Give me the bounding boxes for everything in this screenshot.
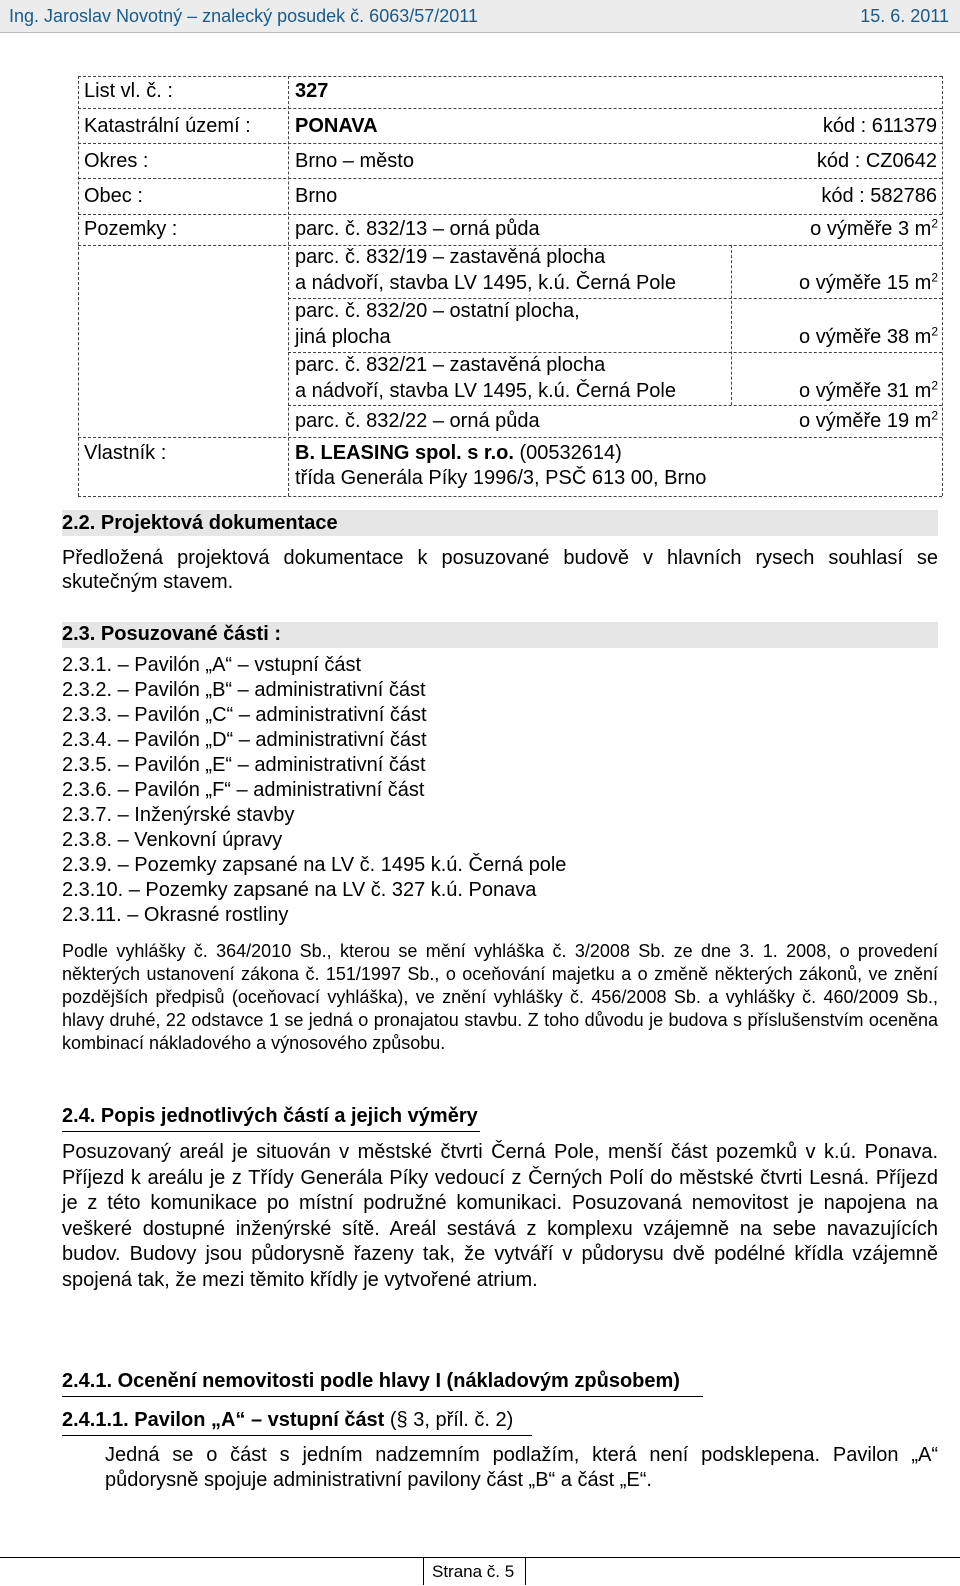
- lv-pozemky-label: Pozemky :: [84, 218, 178, 240]
- list-item: 2.3.2. – Pavilón „B“ – administrativní část: [62, 679, 426, 701]
- lv-divider: [78, 108, 942, 109]
- list-item: 2.3.6. – Pavilón „F“ – administrativní část: [62, 779, 425, 801]
- parcel-832-22: parc. č. 832/22 – orná půda: [295, 410, 540, 432]
- parcel-832-21: parc. č. 832/21 – zastavěná plocha: [295, 354, 606, 376]
- section-2-4-1-heading: 2.4.1. Ocenění nemovitosti podle hlavy I (nákladovým způsobem): [62, 1370, 680, 1392]
- section-2-4-1-1-heading: 2.4.1.1. Pavilon „A“ – vstupní část (§ 3, příl. č. 2): [62, 1409, 514, 1431]
- lv-border: [731, 245, 732, 405]
- list-item: 2.3.4. – Pavilón „D“ – administrativní část: [62, 729, 427, 751]
- parcel-area: o výměře 15 $m^2$: [799, 270, 938, 294]
- header-divider: [0, 32, 960, 33]
- list-item: 2.3.9. – Pozemky zapsané na LV č. 1495 k.ú. Černá pole: [62, 854, 567, 876]
- heading-underline: [62, 1131, 480, 1132]
- lv-divider: [78, 178, 942, 179]
- lv-okres-code: kód : CZ0642: [816, 150, 937, 172]
- lv-obec-code: kód : 582786: [821, 185, 937, 207]
- section-2-4-heading: 2.4. Popis jednotlivých částí a jejich výměry: [62, 1105, 478, 1127]
- parcel-area: o výměře 19 $m^2$: [799, 408, 938, 432]
- list-item: 2.3.8. – Venkovní úpravy: [62, 829, 283, 851]
- lv-ku-value: PONAVA: [295, 115, 378, 137]
- lv-okres-label: Okres :: [84, 150, 149, 172]
- lv-ku-code: kód : 611379: [822, 115, 937, 137]
- lv-divider: [78, 214, 942, 215]
- parcel-area: o výměře 3 $m^2$: [810, 216, 938, 240]
- lv-list-value: 327: [295, 80, 329, 102]
- parcel-832-20: parc. č. 832/20 – ostatní plocha,: [295, 300, 580, 322]
- lv-divider: [288, 352, 942, 353]
- list-item: 2.3.5. – Pavilón „E“ – administrativní část: [62, 754, 426, 776]
- parcel-832-21-line2: a nádvoří, stavba LV 1495, k.ú. Černá Pole: [295, 380, 676, 402]
- lv-border: [942, 76, 943, 496]
- lv-divider: [288, 405, 942, 406]
- parcel-832-19-line2: a nádvoří, stavba LV 1495, k.ú. Černá Pole: [295, 272, 676, 294]
- parcel-832-19: parc. č. 832/19 – zastavěná plocha: [295, 246, 606, 268]
- list-item: 2.3.7. – Inženýrské stavby: [62, 804, 295, 826]
- lv-vlastnik-label: Vlastník :: [84, 442, 167, 464]
- heading-underline: [62, 1396, 703, 1397]
- header-date: 15. 6. 2011: [860, 6, 949, 26]
- list-item: 2.3.11. – Okrasné rostliny: [62, 904, 289, 926]
- section-2-4-1-1-text: Jedná se o část s jedním nadzemním podlažím, která není podsklepena. Pavilon „A“ půdorysně spojuje administrativní pavilony část „B“ a část „E“.: [105, 1444, 938, 1491]
- lv-obec-value: Brno: [295, 185, 338, 207]
- section-2-3-heading: 2.3. Posuzované části :: [62, 623, 281, 645]
- lv-vlastnik-address: třída Generála Píky 1996/3, PSČ 613 00, Brno: [295, 467, 707, 489]
- heading-underline: [62, 1435, 532, 1436]
- section-2-4-text: Posuzovaný areál je situován v městské čtvrti Černá Pole, menší část pozemků v k.ú. Ponava. Příjezd k areálu je z Třídy Generála Píky vedoucí z Černých Polí do městské čtvrti Lesná. Příjezd je z této komunikace po místní podružné komunikaci. Posuzovaná nemovitost je napojena na veškeré dostupné inženýrské sítě. Areál sestává z komplexu vzájemně na sebe navazujících budov. Budovy jsou půdorysně řazeny tak, že vytváří v půdorysu dvě podélné křídla vzájemně spojená tak, že mezi těmito křídly je vytvořené atrium.: [62, 1141, 938, 1291]
- lv-obec-label: Obec :: [84, 185, 143, 207]
- lv-border: [288, 76, 289, 496]
- lv-divider: [288, 298, 942, 299]
- lv-ku-label: Katastrální území :: [84, 115, 251, 137]
- lv-border: [78, 76, 79, 496]
- lv-divider: [78, 76, 942, 77]
- parcel-area: o výměře 31 $m^2$: [799, 378, 938, 402]
- parcel-832-13: parc. č. 832/13 – orná půda: [295, 218, 540, 240]
- parcel-area: o výměře 38 $m^2$: [799, 324, 938, 348]
- lv-divider: [78, 437, 942, 438]
- section-2-2-heading: 2.2. Projektová dokumentace: [62, 512, 338, 534]
- header-title: Ing. Jaroslav Novotný – znalecký posudek č. 6063/57/2011: [9, 6, 478, 26]
- lv-okres-value: Brno – město: [295, 150, 414, 172]
- lv-divider: [78, 143, 942, 144]
- lv-vlastnik-name: B. LEASING spol. s r.o. (00532614): [295, 442, 622, 464]
- list-item: 2.3.1. – Pavilón „A“ – vstupní část: [62, 654, 362, 676]
- vyhlaska-paragraph: Podle vyhlášky č. 364/2010 Sb., kterou se mění vyhláška č. 3/2008 Sb. ze dne 3. 1. 2008, o provedení některých ustanovení zákona č. 151/1997 Sb., o oceňování majetku a o změně některých zákonů, ve znění pozdějších předpisů (oceňovací vyhláška), ve znění vyhlášky č. 456/2008 Sb. a vyhlášky č. 460/2009 Sb., hlavy druhé, 22 odstavce 1 se jedná o pronajatou stavbu. Z toho důvodu je budova s příslušenstvím oceněna kombinací nákladového a výnosového způsobu.: [62, 941, 938, 1053]
- list-item: 2.3.10. – Pozemky zapsané na LV č. 327 k.ú. Ponava: [62, 879, 537, 901]
- list-item: 2.3.3. – Pavilón „C“ – administrativní část: [62, 704, 427, 726]
- lv-list-label: List vl. č. :: [84, 80, 173, 102]
- page-number: Strana č. 5: [432, 1562, 515, 1581]
- section-2-2-text: Předložená projektová dokumentace k posuzované budově v hlavních rysech souhlasí se skutečným stavem.: [62, 547, 938, 593]
- parcel-832-20-line2: jiná plocha: [295, 326, 391, 348]
- lv-divider: [78, 496, 942, 497]
